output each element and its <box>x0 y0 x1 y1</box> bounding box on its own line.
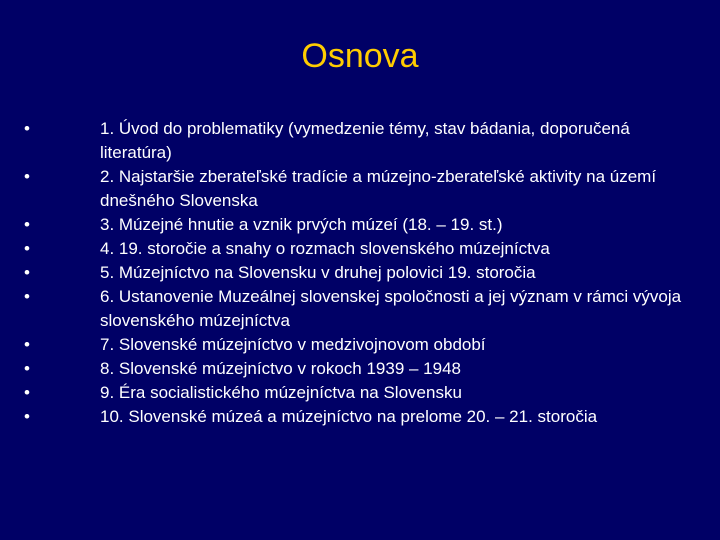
outline-item-text: 8. Slovenské múzejníctvo v rokoch 1939 – 1948 <box>100 359 461 378</box>
bullet-icon: • <box>24 335 30 354</box>
outline-item-text: 10. Slovenské múzeá a múzejníctvo na prelome 20. – 21. storočia <box>100 407 598 426</box>
bullet-icon: • <box>24 239 30 258</box>
outline-item-text: 9. Éra socialistického múzejníctva na Slovensku <box>100 383 462 402</box>
bullet-icon: • <box>24 119 30 138</box>
outline-item-5 <box>24 261 700 285</box>
bullet-icon: • <box>24 407 30 426</box>
outline-item-text: 4. 19. storočie a snahy o rozmach slovenského múzejníctva <box>100 239 550 258</box>
outline-item-7 <box>24 333 700 357</box>
bullet-icon: • <box>24 383 30 402</box>
outline-item-text: 7. Slovenské múzejníctvo v medzivojnovom období <box>100 335 486 354</box>
outline-item-text: 1. Úvod do problematiky (vymedzenie témy, stav bádania, doporučená literatúra) <box>100 119 630 162</box>
outline-item-8 <box>24 357 700 381</box>
bullet-icon: • <box>24 215 30 234</box>
bullet-icon: • <box>24 167 30 186</box>
outline-item-text: 6. Ustanovenie Muzeálnej slovenskej spoločnosti a jej význam v rámci vývoja slovenského múzejníctva <box>100 287 682 330</box>
outline-item-3 <box>24 213 700 237</box>
outline-item-4 <box>24 237 700 261</box>
outline-item-1 <box>24 117 700 165</box>
bullet-icon: • <box>24 263 30 282</box>
bullet-icon: • <box>24 359 30 378</box>
outline-item-10 <box>24 405 700 429</box>
slide-title: Osnova <box>301 37 419 75</box>
outline-item-text: 5. Múzejníctvo na Slovensku v druhej polovici 19. storočia <box>100 263 536 282</box>
outline-item-9 <box>24 381 700 405</box>
outline-item-2 <box>24 165 700 213</box>
outline-item-text: 3. Múzejné hnutie a vznik prvých múzeí (18. – 19. st.) <box>100 215 503 234</box>
bullet-icon: • <box>24 287 30 306</box>
outline-item-6 <box>24 285 700 333</box>
outline-item-text: 2. Najstaršie zberateľské tradície a múzejno-zberateľské aktivity na území dnešného Slovenska <box>100 167 657 210</box>
outline-list <box>24 117 700 429</box>
